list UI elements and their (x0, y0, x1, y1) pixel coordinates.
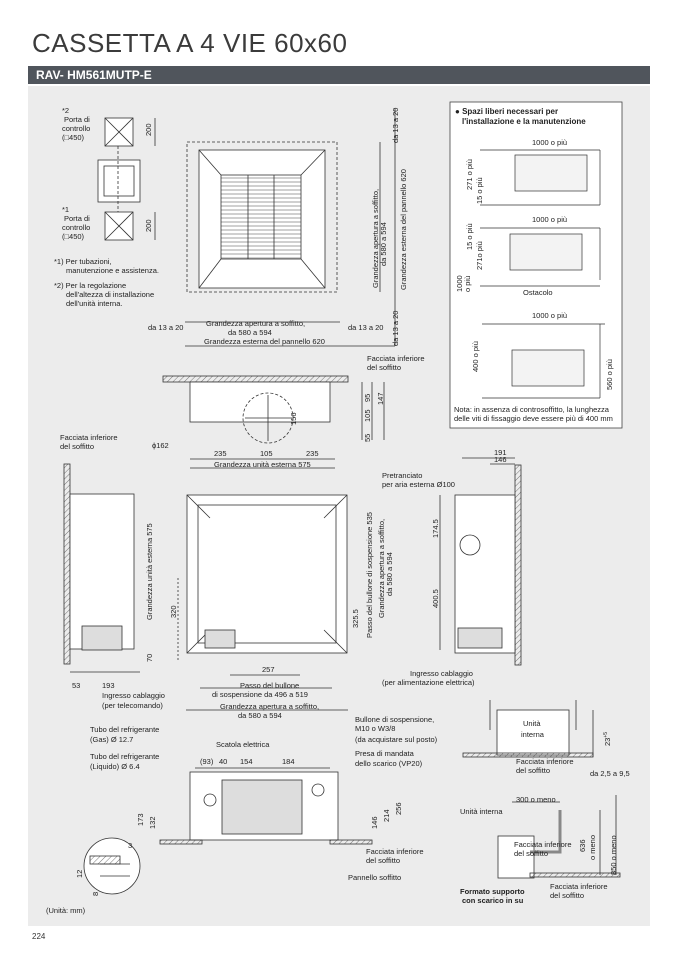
dim-256: 256 (394, 802, 403, 815)
dim-1000: 1000 o più (532, 311, 568, 320)
dim-55: 55 (363, 433, 372, 442)
facciata-label: Facciata inferiore (516, 757, 574, 766)
dim-passo: Passo del bullone (240, 681, 300, 690)
presa-label: dello scarico (VP20) (355, 759, 423, 768)
dim-apertura: Grandezza apertura a soffitto, (220, 702, 320, 711)
dim-40: 40 (219, 757, 228, 766)
dim-passo: Passo del bullone di sospensione 535 (365, 512, 374, 638)
unita-label: interna (521, 730, 544, 739)
pannello-label: Pannello soffitto (348, 873, 402, 882)
dim-400: 400.5 (431, 589, 440, 608)
dim-173: 173 (136, 813, 145, 826)
dim-200: 200 (144, 123, 153, 136)
note-2: *2) Per la regolazione (54, 281, 127, 290)
dim-132: 132 (148, 816, 157, 829)
dim-23: $23^{+5}$ (603, 731, 612, 746)
ingresso-label: (per alimentazione elettrica) (382, 678, 475, 687)
porta-label: Porta di (64, 214, 90, 223)
dim-325: 325.5 (351, 609, 360, 628)
star2-label: *2 (62, 106, 70, 115)
model-header-bar: RAV- HM561MUTP-E (28, 66, 650, 84)
dim-636: 636 (578, 839, 587, 852)
dim-154: 154 (240, 757, 253, 766)
dim-257: 257 (262, 665, 275, 674)
facciata-label: Facciata inferiore (366, 847, 424, 856)
dim-apertura: da 580 a 594 (379, 222, 388, 266)
dim-271: 271 o più (465, 159, 474, 190)
note-1: *1) Per tubazioni, (54, 257, 112, 266)
presa-label: Presa di mandata (355, 749, 414, 758)
dim-3: 3 (128, 841, 133, 850)
dim-193: 193 (102, 681, 115, 690)
dim-da13: da 13 a 20 (391, 107, 400, 143)
dim-191: 191 (494, 448, 507, 457)
tubo-liq-label: (Liquido) Ø 6.4 (90, 762, 140, 771)
porta-size: (□450) (62, 232, 85, 241)
clearance-title: ● Spazi liberi necessari per (455, 107, 559, 116)
dim-12: 12 (75, 869, 84, 878)
dim-8: 8 (91, 891, 100, 896)
dim-esterna: Grandezza esterna del pannello 620 (204, 337, 325, 346)
porta-label: controllo (62, 223, 91, 232)
porta-label: Porta di (64, 115, 90, 124)
dim-apertura: da 580 a 594 (228, 328, 272, 337)
page-title: CASSETTA A 4 VIE 60x60 (32, 28, 348, 58)
facciata-label: del soffitto (366, 856, 401, 865)
dim-15: 15 o più (465, 223, 474, 250)
dim-1000: 1000 o più (532, 215, 568, 224)
dim-apertura: da 580 a 594 (385, 552, 394, 596)
right-side-view (440, 458, 521, 665)
ingresso-label: Ingresso cablaggio (410, 669, 473, 678)
unit-detail (463, 700, 593, 757)
dim-575: Grandezza unità esterna 575 (214, 460, 311, 469)
bottom-section-view (84, 768, 372, 894)
porta-label: controllo (62, 124, 91, 133)
facciata-label: del soffitto (516, 766, 551, 775)
tubo-liq-label: Tubo del refrigerante (90, 752, 160, 761)
unita-label: Unità interna (460, 807, 503, 816)
dim-53: 53 (72, 681, 81, 690)
dim-105: 105 (260, 449, 273, 458)
note-2: dell'altezza di installazione (66, 290, 155, 299)
page-number: 224 (32, 932, 46, 941)
ingresso-label: Ingresso cablaggio (102, 691, 165, 700)
facciata-label: del soffitto (514, 849, 549, 858)
dim-105: 105 (363, 409, 372, 422)
drain-detail (498, 795, 620, 878)
facciata-label: Facciata inferiore (367, 354, 425, 363)
facciata-label: del soffitto (550, 891, 585, 900)
pretranciato-label: per aria esterna Ø100 (382, 480, 455, 489)
dim-400: 400 o più (471, 341, 480, 372)
dim-575: Grandezza unità esterna 575 (145, 523, 154, 620)
tubo-gas-label: Tubo del refrigerante (90, 725, 160, 734)
dim-phi162: ϕ162 (152, 441, 169, 450)
tubo-gas-label: (Gas) Ø 12.7 (90, 735, 134, 744)
ingresso-label: (per telecomando) (102, 701, 163, 710)
dim-passo: di sospensione da 496 a 519 (212, 690, 308, 699)
clearance-note: Nota: in assenza di controsoffitto, la lunghezza (454, 405, 609, 414)
clearance-title: l'installazione e la manutenzione (462, 117, 586, 126)
dim-15: 15 o più (475, 177, 484, 204)
dim-esterna: Grandezza esterna del pannello 620 (399, 169, 408, 290)
unita-label: Unità (523, 719, 541, 728)
note-2: dell'unità interna. (66, 299, 123, 308)
facciata-label: Facciata inferiore (550, 882, 608, 891)
dim-146: 146 (370, 816, 379, 829)
dim-850: 850 o meno (609, 835, 618, 875)
dim-apertura: Grandezza apertura a soffitto, (371, 188, 380, 288)
dim-apertura: da 580 a 594 (238, 711, 282, 720)
dim-1000: 1000 (455, 275, 464, 292)
dim-95: 95 (363, 393, 372, 402)
dim-214: 214 (382, 809, 391, 822)
note-1: manutenzione e assistenza. (66, 266, 159, 275)
dim-320: 320 (169, 605, 178, 618)
dim-300: 300 o meno (516, 795, 556, 804)
dim-apertura: Grandezza apertura a soffitto, (206, 319, 306, 328)
clearance-note: delle viti di fissaggio deve essere più di 400 mm (454, 414, 613, 423)
dim-1000: 1000 o più (532, 138, 568, 147)
dim-235: 235 (306, 449, 319, 458)
facciata-label: Facciata inferiore (60, 433, 118, 442)
facciata-label: del soffitto (367, 363, 402, 372)
ostacolo-label: Ostacolo (523, 288, 553, 297)
dim-da13: da 13 a 20 (391, 310, 400, 346)
facciata-label: del soffitto (60, 442, 95, 451)
dim-560: 560 o più (605, 359, 614, 390)
dim-da25: da 2,5 a 9,5 (590, 769, 630, 778)
units-note: (Unità: mm) (46, 906, 86, 915)
dim-146: 146 (494, 455, 507, 464)
dim-200: 200 (144, 219, 153, 232)
dim-70: 70 (145, 653, 154, 662)
center-view (178, 495, 348, 710)
porta-size: (□450) (62, 133, 85, 142)
facciata-label: Facciata inferiore (514, 840, 572, 849)
dim-271: 271o più (475, 241, 484, 270)
dim-156: 156 (289, 412, 298, 425)
front-view (163, 376, 384, 468)
dim-1000: o più (463, 275, 472, 292)
dim-93: (93) (200, 757, 214, 766)
dim-da13: da 13 a 20 (348, 323, 384, 332)
dim-174: 174.5 (431, 519, 440, 538)
bullone-label: (da acquistare sul posto) (355, 735, 438, 744)
left-side-view (64, 464, 140, 672)
pretranciato-label: Pretranciato (382, 471, 423, 480)
bullone-label: Bullone di sospensione, (355, 715, 435, 724)
dim-184: 184 (282, 757, 295, 766)
dim-235: 235 (214, 449, 227, 458)
dim-147: 147 (376, 392, 385, 405)
top-view-panel (185, 108, 395, 346)
dim-636: o meno (588, 834, 597, 860)
bullone-label: M10 o W3/8 (355, 724, 396, 733)
formato-label: Formato supporto (460, 887, 525, 896)
dim-apertura: Grandezza apertura a soffitto, (377, 518, 386, 618)
star1-label: *1 (62, 205, 70, 214)
scatola-label: Scatola elettrica (216, 740, 270, 749)
formato-label: con scarico in su (462, 896, 524, 905)
dim-da13: da 13 a 20 (148, 323, 184, 332)
